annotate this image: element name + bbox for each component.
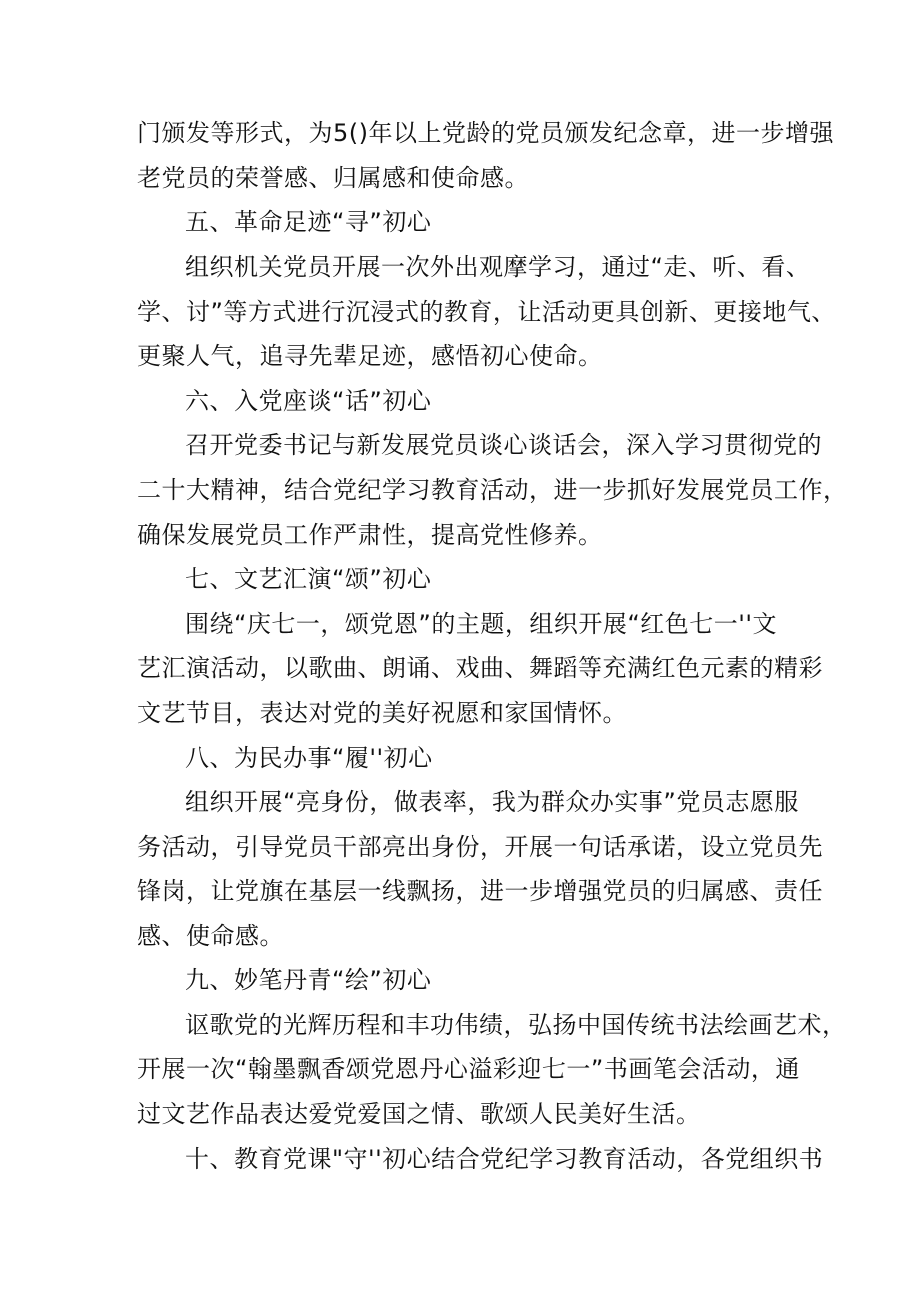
section-heading: 十、教育党课"守''初心结合党纪学习教育活动，各党组织书 xyxy=(185,1145,824,1173)
paragraph-line: 感、使命感。 xyxy=(137,922,284,950)
section-heading: 五、革命足迹“寻”初心 xyxy=(185,208,432,236)
paragraph-line: 召开党委书记与新发展党员谈心谈话会，深入学习贯彻党的 xyxy=(185,431,822,459)
paragraph-line: 门颁发等形式，为5()年以上党龄的党员颁发纪念章，进一步增强 xyxy=(137,119,834,147)
paragraph-line: 锋岗，让党旗在基层一线飘扬，进一步增强党员的归属感、责任 xyxy=(137,877,823,905)
paragraph-line: 二十大精神，结合党纪学习教育活动，进一步抓好发展党员工作， xyxy=(137,476,848,504)
paragraph-line: 务活动，引导党员干部亮出身份，开展一句话承诺，设立党员先 xyxy=(137,833,823,861)
section-heading: 八、为民办事“履''初心 xyxy=(185,744,433,772)
paragraph-line: 艺汇演活动，以歌曲、朗诵、戏曲、舞蹈等充满红色元素的精彩 xyxy=(137,654,823,682)
paragraph-line: 组织机关党员开展一次外出观摩学习，通过“走、听、看、 xyxy=(185,253,811,281)
paragraph-line: 组织开展“亮身份，做表率，我为群众办实事”党员志愿服 xyxy=(185,788,799,816)
section-heading: 七、文艺汇演“颂”初心 xyxy=(185,565,432,593)
paragraph-line: 开展一次“翰墨飘香颂党恩丹心溢彩迎七一”书画笔会活动，通 xyxy=(137,1055,800,1083)
paragraph-line: 老党员的荣誉感、归属感和使命感。 xyxy=(137,164,529,192)
paragraph-line: 学、讨”等方式进行沉浸式的教育，让活动更具创新、更接地气、 xyxy=(137,298,836,326)
paragraph-line: 文艺节目，表达对党的美好祝愿和家国情怀。 xyxy=(137,699,627,727)
paragraph-line: 围绕“庆七一，颂党恩”的主题，组织开展“红色七一''文 xyxy=(185,610,777,638)
section-heading: 六、入党座谈“话”初心 xyxy=(185,387,432,415)
paragraph-line: 过文艺作品表达爱党爱国之情、歌颂人民美好生活。 xyxy=(137,1100,701,1128)
section-heading: 九、妙笔丹青“绘”初心 xyxy=(185,966,432,994)
paragraph-line: 确保发展党员工作严肃性，提高党性修养。 xyxy=(137,521,603,549)
paragraph-line: 讴歌党的光辉历程和丰功伟绩，弘扬中国传统书法绘画艺术， xyxy=(185,1011,847,1039)
paragraph-line: 更聚人气，追寻先辈足迹，感悟初心使命。 xyxy=(137,342,603,370)
